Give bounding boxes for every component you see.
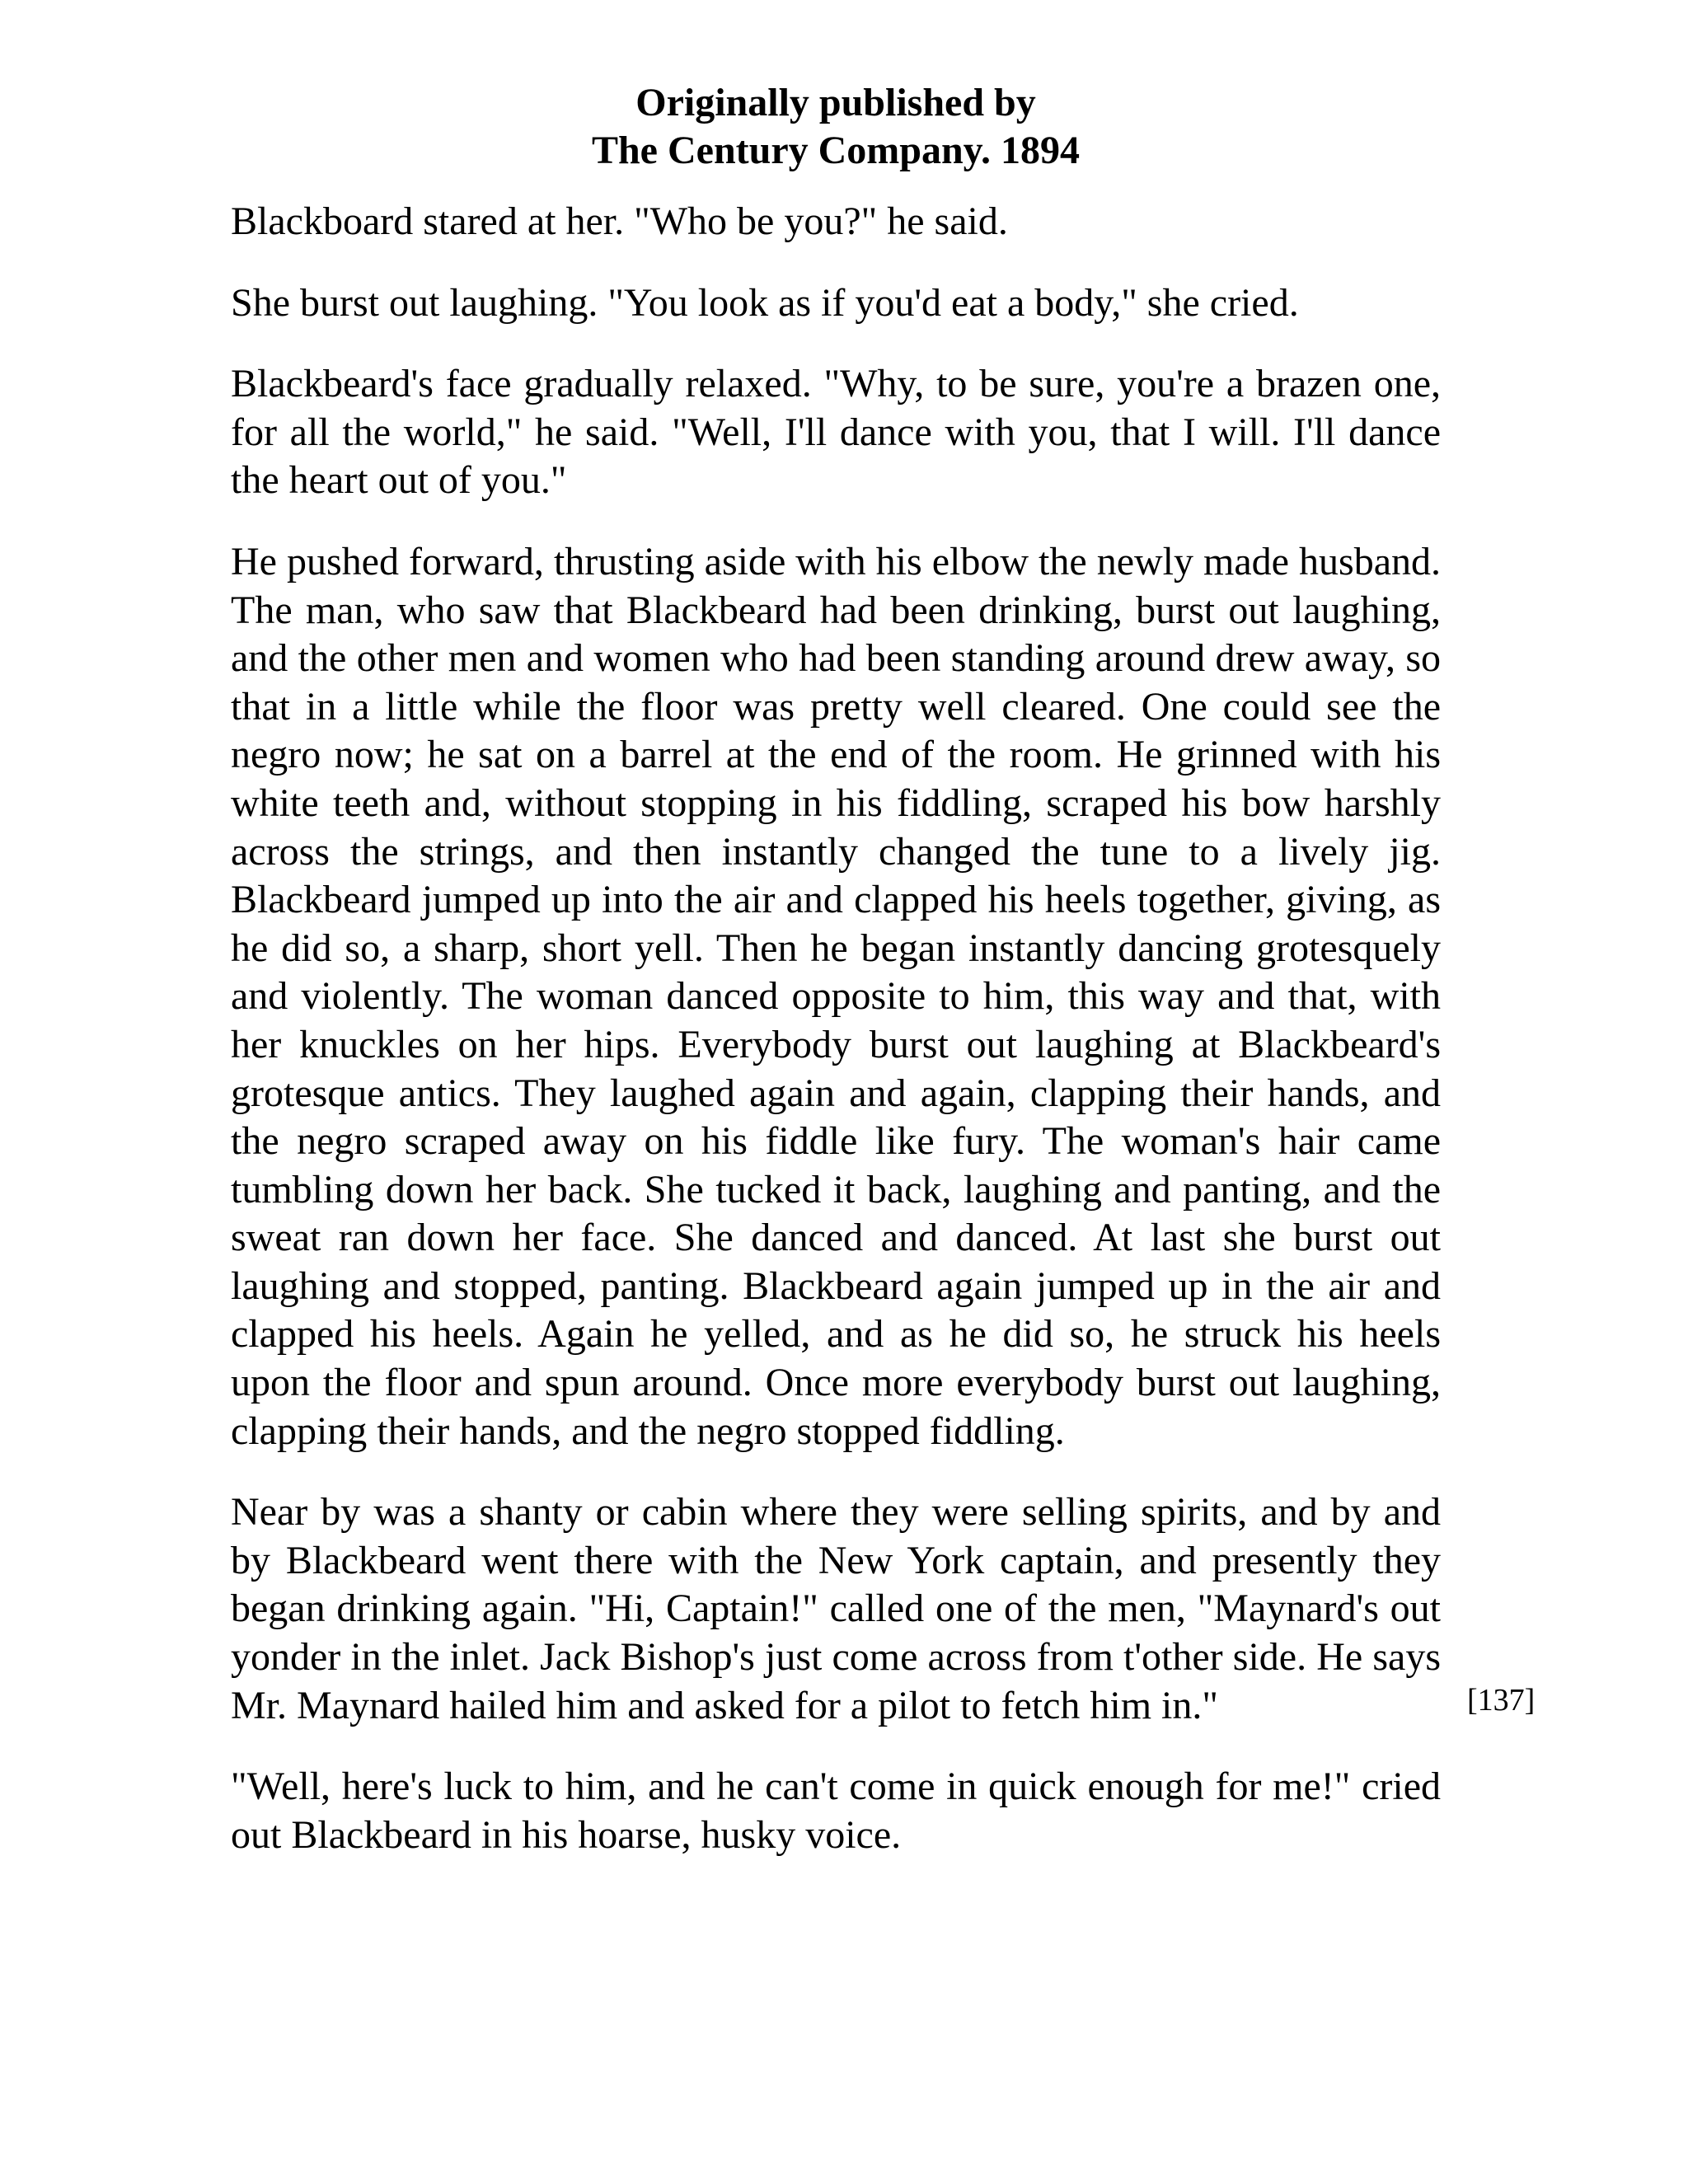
header-line-1: Originally published by xyxy=(635,81,1036,124)
paragraph-3: Blackbeard's face gradually relaxed. "Why, to be sure, you're a brazen one, for all the world," he said. "Well, I'll dance with you, that I will. I'll dance the heart out of you." xyxy=(231,362,1441,503)
paragraph-1: Blackboard stared at her. "Who be you?" he said. xyxy=(231,199,1008,243)
paragraph-4: He pushed forward, thrusting aside with his elbow the newly made husband. The man, who saw that Blackbeard had been drinking, burst out laughing, and the other men and women who had been standing around drew away, so that in a little while the floor was pretty well cleared. One could see the negro now; he sat on a barrel at the end of the room. He grinned with his white teeth and, without stopping in his fiddling, scraped his bow harshly across the strings, and then instantly changed the tune to a lively jig. Blackbeard jumped up into the air and clapped his heels together, giving, as he did so, a sharp, short yell. Then he began instantly dancing grotesquely and violently. The woman danced opposite to him, this way and that, with her knuckles on her hips. Everybody burst out laughing at Blackbeard's grotesque antics. They laughed again and again, clapping their hands, and the negro scraped away on his fiddle like fury. The woman's hair came tumbling down her back. She tucked it back, laughing and panting, and the sweat ran down her face. She danced and danced. At last she burst out laughing and stopped, panting. Blackbeard again jumped up in the air and clapped his heels. Again he yelled, and as he did so, he struck his heels upon the floor and spun around. Once more everybody burst out laughing, clapping their hands, and the negro stopped fiddling. xyxy=(231,539,1441,1453)
paragraph-2: She burst out laughing. "You look as if you'd eat a body," she cried. xyxy=(231,280,1299,325)
book-page xyxy=(231,79,1441,1859)
header-line-2: The Century Company. 1894 xyxy=(591,129,1081,172)
paragraph-6: "Well, here's luck to him, and he can't come in quick enough for me!" cried out Blackbeard in his hoarse, husky voice. xyxy=(231,1765,1441,1857)
page-number: [137] xyxy=(1467,1683,1536,1718)
publication-header xyxy=(231,79,1441,175)
paragraph-5: Near by was a shanty or cabin where they were selling spirits, and by and by Blackbeard went there with the New York captain, and presently they began drinking again. "Hi, Captain!" called one of the men, "Maynard's out yonder in the inlet. Jack Bishop's just come across from t'other side. He says Mr. Maynard hailed him and asked for a pilot to fetch him in." xyxy=(231,1490,1441,1727)
